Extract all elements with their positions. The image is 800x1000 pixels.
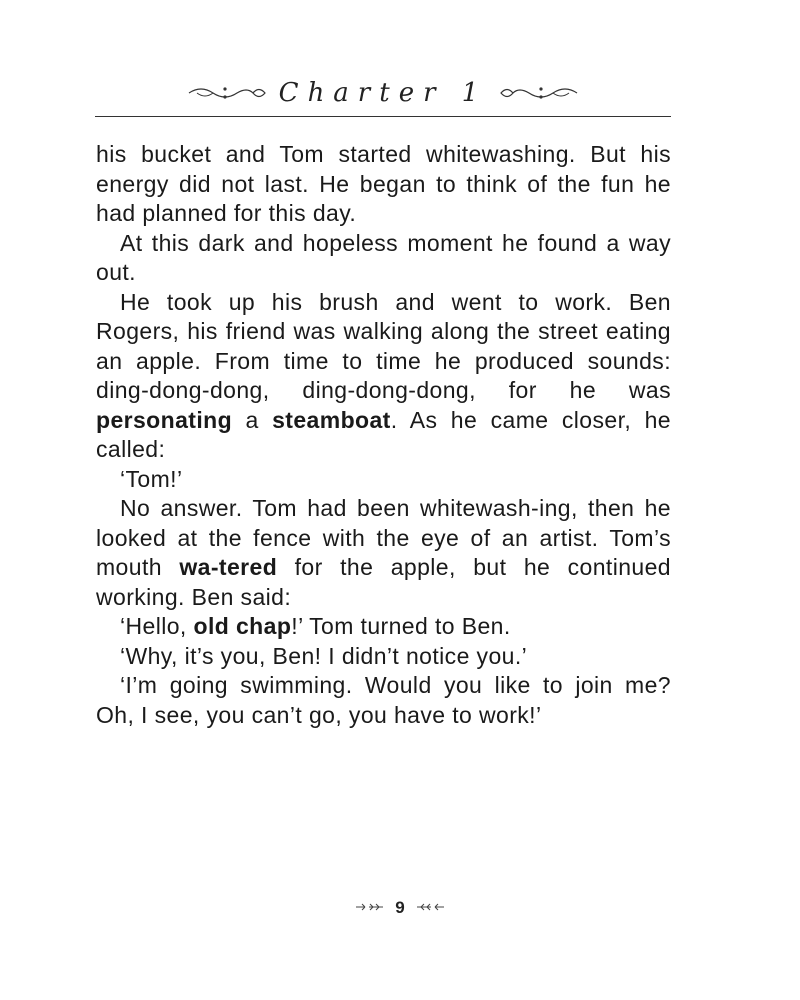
running-header [95,78,671,114]
bold-term: old chap [193,613,292,639]
text-run: ‘Why, it’s you, Ben! I didn’t notice you.’ [120,642,528,669]
left-ornament-icon [355,899,385,917]
chapter-title: Charter 1 [278,78,488,108]
bold-term: wa-tered [179,554,278,580]
paragraph [96,140,671,229]
left-flourish-icon [187,83,267,103]
text-run: ‘I’m going swimming. Would you like to join me? Oh, I see, you can’t go, you have to work!’ [96,672,671,728]
paragraph [96,671,671,730]
text-run: . As he came closer, he called: [96,406,671,462]
bold-term: steamboat [272,406,391,433]
text-run: !’ Tom turned to Ben. [291,613,511,639]
text-run: a [232,406,273,433]
text-run: ‘Hello, [120,613,194,639]
bold-term: personating [96,406,233,433]
text-run: At this dark and hopeless moment he found a way out. [96,229,671,285]
paragraph [96,612,671,642]
text-run: for the apple, but he continued working. Ben said: [96,554,671,610]
text-run: He took up his brush and went to work. Ben Rogers, his friend was walking along the street eating an apple. From time to time he produced sounds: ding-dong-dong, ding-dong-dong, for he was [96,288,671,403]
page-body [96,140,671,730]
page-number: 9 [395,898,405,917]
header-rule [95,116,671,117]
paragraph [96,494,671,612]
paragraph [96,288,671,465]
paragraph [96,465,671,495]
right-ornament-icon [415,899,445,917]
page-footer [0,898,800,926]
right-flourish-icon [499,83,579,103]
text-run: his bucket and Tom started whitewashing. But his energy did not last. He began to think of the fun he had planned for this day. [96,141,671,226]
paragraph [96,642,671,672]
text-run: ‘Tom!’ [120,465,183,492]
text-run: No answer. Tom had been whitewash-ing, then he looked at the fence with the eye of an artist. Tom’s mouth [96,495,671,580]
paragraph [96,229,671,288]
